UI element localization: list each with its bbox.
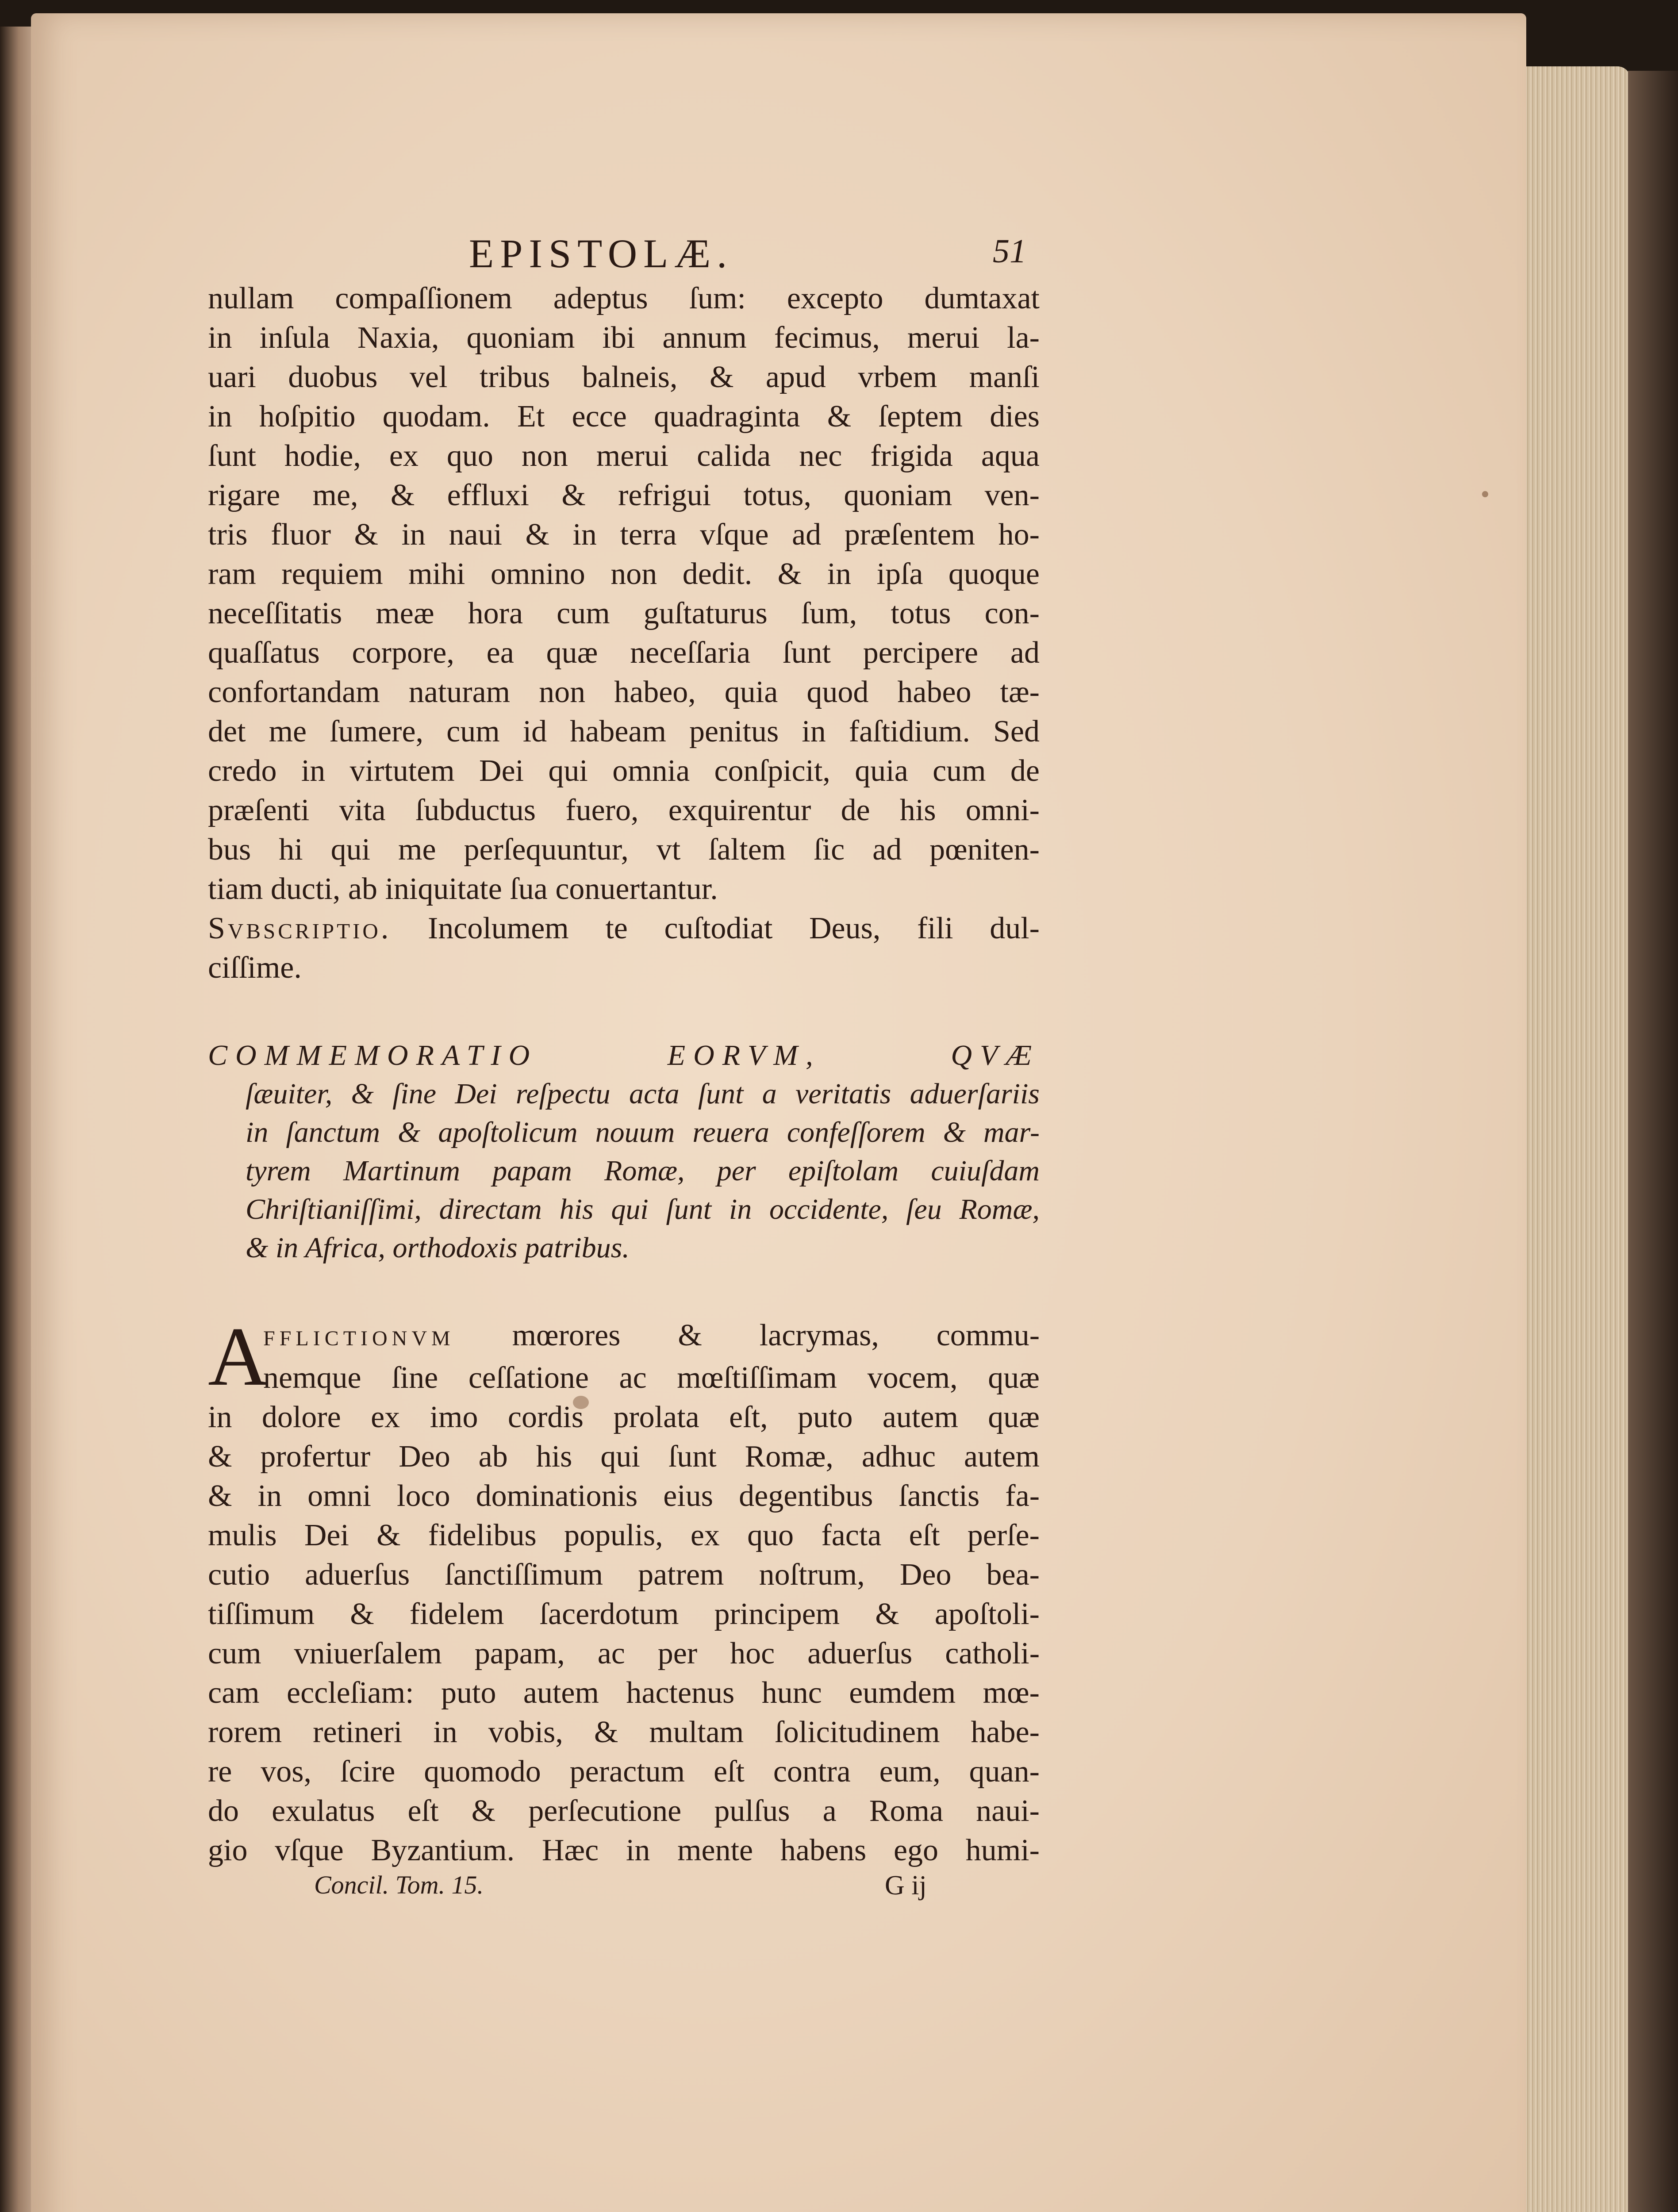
- text-line: cum vniuerſalem papam, ac per hoc aduerſus catholi-: [208, 1636, 1040, 1671]
- text-line: nemque ſine ceſſatione ac mœſtiſſimam vocem, quæ: [263, 1361, 1040, 1395]
- commemoratio-text: [208, 1310, 1040, 1870]
- text-line: præſenti vita ſubductus fuero, exquirentur de his omni-: [208, 793, 1040, 827]
- text-line: nullam compaſſionem adeptus ſum: excepto dumtaxat: [208, 281, 1040, 315]
- letter-paragraph: [208, 279, 1040, 987]
- text-line: in inſula Naxia, quoniam ibi annum fecimus, merui la-: [208, 321, 1040, 355]
- commemoratio-line: in ſanctum & apoſtolicum nouum reuera confeſſorem & mar-: [246, 1116, 1040, 1148]
- text-line: cam eccleſiam: puto autem hactenus hunc eumdem mœ-: [208, 1676, 1040, 1710]
- text-line: gio vſque Byzantium. Hæc in mente habens ego humi-: [208, 1833, 1040, 1867]
- ink-spot: [1482, 491, 1488, 497]
- subscriptio-label: Svbscriptio.: [208, 911, 392, 945]
- commemoratio-line: ſæuiter, & ſine Dei reſpectu acta ſunt a veritatis aduerſariis: [246, 1078, 1040, 1110]
- subscriptio-line: [208, 909, 1040, 948]
- text-line: & profertur Deo ab his qui ſunt Romæ, adhuc autem: [208, 1440, 1040, 1474]
- text-line: ram requiem mihi omnino non dedit. & in ipſa quoque: [208, 557, 1040, 591]
- text-line: quaſſatus corpore, ea quæ neceſſaria ſunt percipere ad: [208, 636, 1040, 670]
- text-line: cutio aduerſus ſanctiſſimum patrem noſtrum, Deo bea-: [208, 1558, 1040, 1592]
- text-line-rest: mœrores & lacrymas, commu-: [512, 1318, 1040, 1352]
- commemoratio-line: tyrem Martinum papam Romæ, per epiſtolam cuiuſdam: [246, 1155, 1040, 1187]
- text-line: confortandam naturam non habeo, quia quod habeo tæ-: [208, 675, 1040, 709]
- text-line: in hoſpitio quodam. Et ecce quadraginta & ſeptem dies: [208, 399, 1040, 434]
- text-line: ſunt hodie, ex quo non merui calida nec frigida aqua: [208, 439, 1040, 473]
- text-line: in dolore ex imo cordis prolata eſt, puto autem quæ: [208, 1400, 1040, 1434]
- commemoratio-line: & in Africa, orthodoxis patribus.: [246, 1232, 630, 1264]
- subscriptio-text: Incolumem te cuſtodiat Deus, fili dul-: [427, 911, 1040, 945]
- text-line: uari duobus vel tribus balneis, & apud vrbem manſi: [208, 360, 1040, 394]
- drop-capital: A: [208, 1310, 269, 1403]
- running-title: EPISTOLÆ.: [469, 231, 733, 276]
- book-fore-edge: [1522, 66, 1631, 2212]
- text-line: bus hi qui me perſequuntur, vt ſaltem ſic ad pœniten-: [208, 833, 1040, 867]
- text-line: & in omni loco dominationis eius degentibus ſanctis fa-: [208, 1479, 1040, 1513]
- text-line: do exulatus eſt & perſecutione pulſus a Roma naui-: [208, 1794, 1040, 1828]
- running-header: [208, 212, 1040, 279]
- text-line: tiſſimum & fidelem ſacerdotum principem & apoſtoli-: [208, 1597, 1040, 1631]
- text-line: [208, 1316, 1040, 1358]
- commemoratio-line: Chriſtianiſſimi, directam his qui ſunt in occidente, ſeu Romæ,: [246, 1193, 1040, 1225]
- volume-signature: Concil. Tom. 15.: [314, 1870, 484, 1899]
- text-line: neceſſitatis meæ hora cum guſtaturus ſum, totus con-: [208, 596, 1040, 630]
- subscriptio-line: ciſſime.: [208, 951, 302, 985]
- text-line: rorem retineri in vobis, & multam ſolicitudinem habe-: [208, 1715, 1040, 1749]
- text-line: re vos, ſcire quomodo peractum eſt contra eum, quan-: [208, 1755, 1040, 1789]
- commemoratio-heading-block: [208, 1036, 1040, 1267]
- text-column: [208, 212, 1040, 1910]
- text-line: credo in virtutem Dei qui omnia conſpicit, quia cum de: [208, 754, 1040, 788]
- book-shadow: [1628, 71, 1678, 2212]
- opening-word: FFLICTIONVM: [263, 1327, 455, 1350]
- commemoratio-heading: COMMEMORATIO EORVM, QVÆ: [208, 1039, 1040, 1071]
- text-line: tiam ducti, ab iniquitate ſua conuertantur.: [208, 872, 718, 906]
- text-line: mulis Dei & fidelibus populis, ex quo facta eſt perſe-: [208, 1518, 1040, 1552]
- text-line: rigare me, & effluxi & refrigui totus, quoniam ven-: [208, 478, 1040, 512]
- page-number: 51: [993, 233, 1026, 270]
- text-line: tris fluor & in naui & in terra vſque ad præſentem ho-: [208, 518, 1040, 552]
- gathering-mark: G ij: [885, 1870, 927, 1901]
- text-line: det me ſumere, cum id habeam penitus in faſtidium. Sed: [208, 714, 1040, 749]
- page-footer: [208, 1870, 1040, 1910]
